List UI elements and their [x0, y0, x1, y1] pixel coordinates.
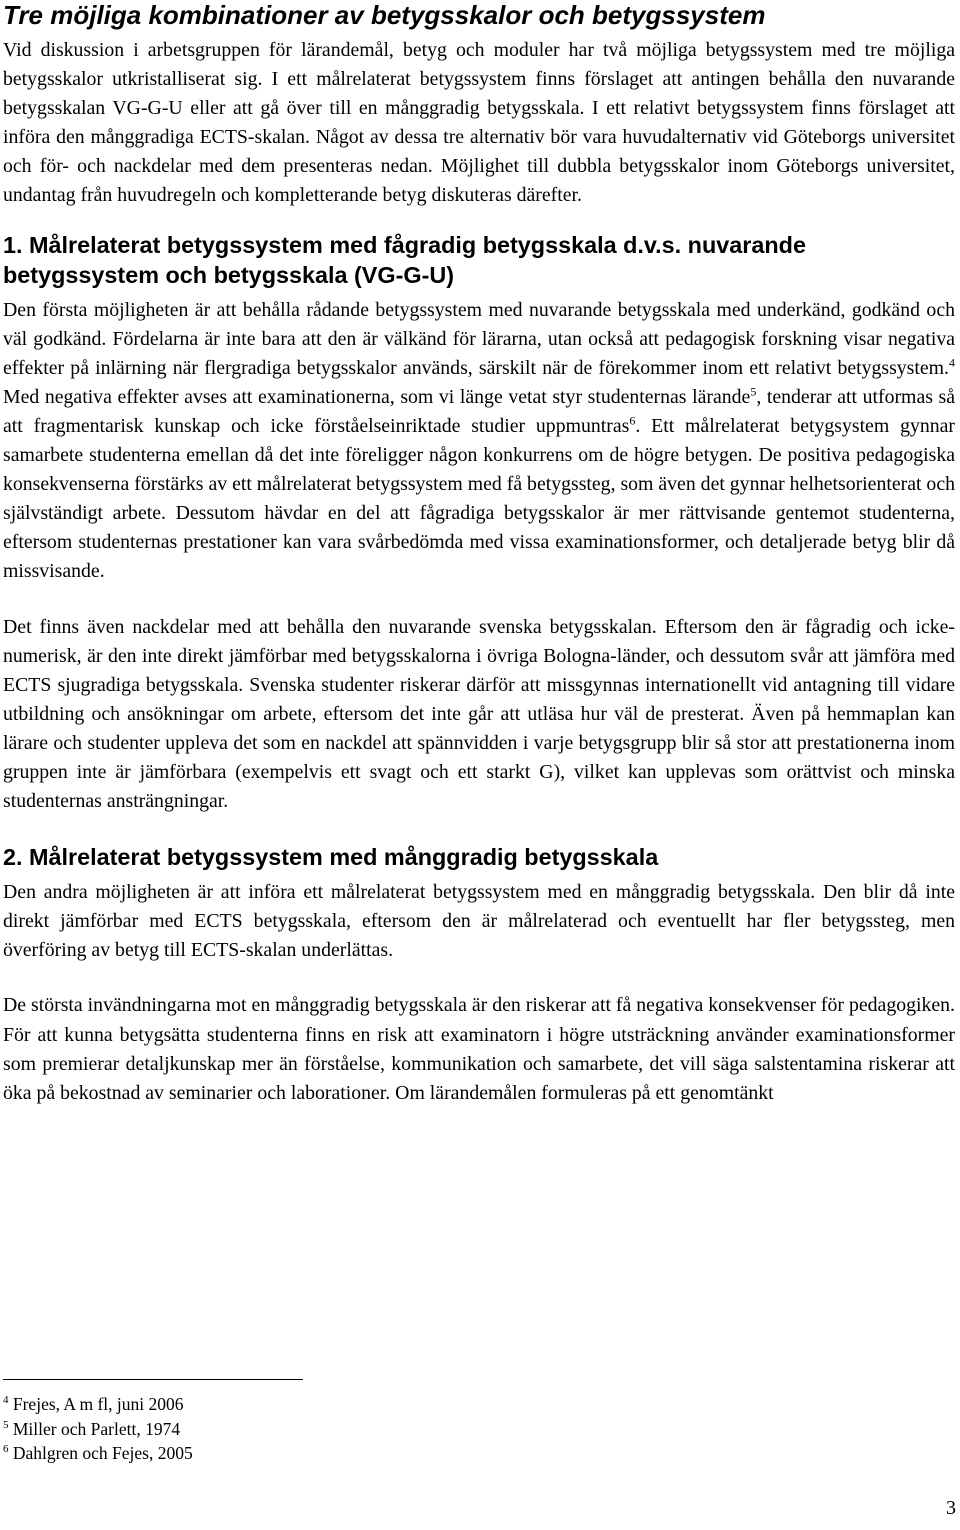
section-2-heading: 2. Målrelaterat betygssystem med månggradig betygsskala	[3, 844, 659, 871]
footnote-number: 5	[3, 1418, 9, 1431]
text-run: Med negativa effekter avses att examinationerna, som vi länge vetat styr studenternas lärande	[3, 385, 751, 408]
text-run: Den första möjligheten är att behålla rådande betygssystem med nuvarande betygsskala med underkänd, godkänd och väl godkänd. Fördelarna är inte bara att den är välkänd för lärarna, utan också att pedagogisk forskning visar negativa effekter på inlärning när flergradiga betygsskalor används, särskilt när de förekommer inom ett relativt betygssystem.	[3, 298, 955, 379]
intro-paragraph: Vid diskussion i arbetsgruppen för lärandemål, betyg och moduler har två möjliga betygssystem med tre möjliga betygsskalor utkristalliserat sig. I ett målrelaterat betygssystem finns förslaget att antingen behålla den nuvarande betygsskalan VG-G-U eller att gå över till en månggradig betygsskala. I ett relativt betygssystem finns förslaget att införa den månggradiga ECTS-skalan. Något av dessa tre alternativ bör vara huvudalternativ vid Göteborgs universitet och för- och nackdelar med dem presenteras nedan. Möjlighet till dubbla betygsskalor inom Göteborgs universitet, undantag från huvudregeln och kompletterande betyg diskuteras därefter.	[3, 39, 955, 207]
section-1-paragraph-1	[3, 296, 955, 587]
text-run: , tenderar att utformas så att fragmentarisk kunskap och icke förståelseinriktade studier uppmuntras	[3, 385, 955, 437]
footnote-ref-5[interactable]: 5	[750, 384, 757, 399]
document-body	[3, 0, 955, 1108]
text-run: . Ett målrelaterat betygsystem gynnar samarbete studenterna emellan då det inte föreligger någon konkurrens om de högre betygen. De positiva pedagogiska konsekvenserna förstärks av ett målrelaterat betygssystem med få betygssteg, som även det gynnar helhetsorienterat och självständigt arbete. Dessutom hävdar en del att fågradiga betygsskalor är mer rättvisande gentemot studenterna, eftersom studenternas prestationer kan vara svårbedömda med vissa examinationsformer, och detaljerade betyg blir då missvisande.	[3, 414, 956, 583]
footnote-separator	[3, 1379, 303, 1380]
footnote-ref-6[interactable]: 6	[629, 413, 636, 428]
page-number: 3	[946, 1497, 956, 1519]
section-2-paragraph-1: Den andra möjligheten är att införa ett målrelaterat betygssystem med en månggradig betygsskala. Den blir då inte direkt jämförbar med ECTS betygsskala, eftersom den är målrelaterad och eventuellt har fler betygssteg, men överföring av betyg till ECTS-skalan underlättas.	[3, 881, 955, 962]
footnote-5	[3, 1417, 603, 1442]
footnote-text: Frejes, A m fl, juni 2006	[12, 1394, 184, 1414]
footnote-ref-4[interactable]: 4	[949, 355, 955, 370]
section-1-paragraph-2: Det finns även nackdelar med att behålla den nuvarande svenska betygsskalan. Eftersom den är fågradig och icke-numerisk, är den inte direkt jämförbar med betygsskalorna i övriga Bologna-länder, och dessutom svår att jämföra med ECTS sjugradiga betygsskala. Svenska studenter riskerar därför att missgynnas internationellt vid antagning till vidare utbildning och ansökningar om arbete, eftersom det inte går att utläsa hur väl de presterat. Även på hemmaplan kan lärare och studenter uppleva det som en nackdel att spännvidden i varje betygsgrupp blir så stor att prestationerna inom gruppen inte är jämförbara (exempelvis ett svagt och ett starkt G), vilket kan upplevas som orättvist och minska studenternas ansträngningar.	[3, 615, 955, 813]
footnote-text: Miller och Parlett, 1974	[12, 1418, 181, 1439]
footnote-text: Dahlgren och Fejes, 2005	[12, 1443, 193, 1463]
section-2-paragraph-2: De största invändningarna mot en månggradig betygsskala är den riskerar att få negativa konsekvenser för pedagogiken. För att kunna betygsätta studenterna finns en risk att examinatorn i högre utsträckning använder examinationsformer som premierar detaljkunskap mer än förståelse, kommunikation och samarbete, det vill säga salstentamina riskerar att öka på bekostnad av seminarier och laborationer. Om lärandemålen formuleras på ett genomtänkt	[3, 994, 955, 1104]
section-1-heading: 1. Målrelaterat betygssystem med fågradig betygsskala d.v.s. nuvarande betygssystem och betygsskala (VG-G-U)	[3, 231, 806, 288]
footnote-number: 4	[3, 1394, 9, 1407]
footnote-6	[3, 1441, 603, 1466]
footnote-number: 6	[3, 1443, 9, 1456]
page-title: Tre möjliga kombinationer av betygsskalor och betygssystem	[3, 0, 766, 30]
footnotes	[3, 1392, 603, 1466]
footnote-4	[3, 1392, 603, 1417]
